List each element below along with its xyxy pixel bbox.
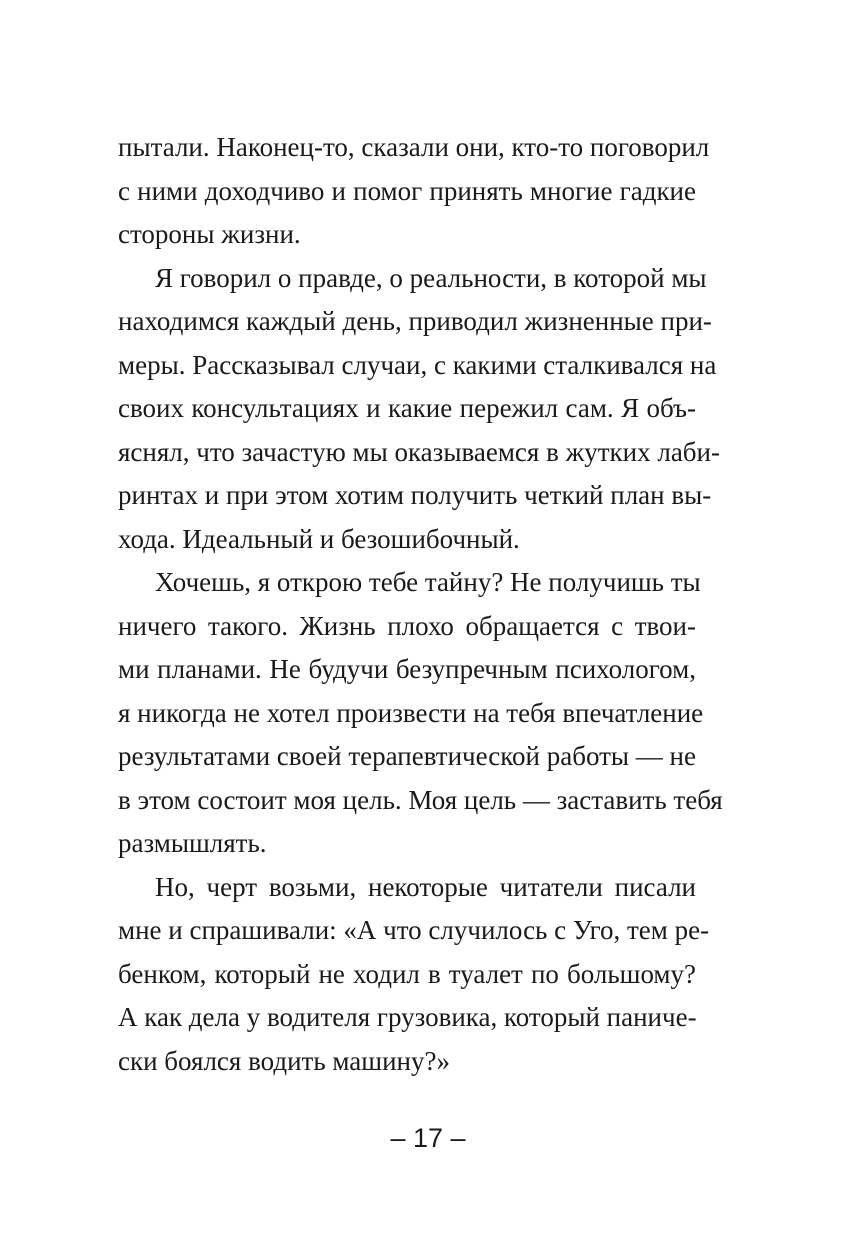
text-line: мне и спрашивали: «А что случилось с Уго, тем ре- [118,915,710,945]
text-line: я никогда не хотел произвести на тебя впечатление [118,697,704,728]
text-line: Я говорил о правде, о реальности, в которой мы [155,262,707,293]
text-line: находимся каждый день, приводил жизненные при- [118,306,712,336]
page-number: – 17 – [390,1123,466,1153]
paragraph-1 [118,126,710,257]
text-line: Но, черт возьми, некоторые читатели писали [155,871,696,902]
text-line: с ними доходчиво и помог принять многие гадкие [118,175,696,206]
text-line: яснял, что зачастую мы оказываемся в жутких лаби- [118,436,720,467]
text-line: хода. Идеальный и безошибочный. [118,523,520,554]
text-line: результатами своей терапевтической работы — не [118,741,696,771]
text-line: ми планами. Не будучи безупречным психологом, [118,654,696,684]
text-line: ски боялся водить машину?» [118,1045,450,1076]
text-line: своих консультациях и какие пережил сам. Я объ- [118,393,696,423]
text-line: А как дела у водителя грузовика, который паниче- [118,1002,697,1032]
paragraph-4 [118,866,710,1084]
text-line: в этом состоит моя цель. Моя цель — заставить тебя [118,784,723,815]
text-line: пытали. Наконец-то, сказали они, кто-то поговорил [118,132,710,162]
text-line: размышлять. [118,828,267,858]
text-line: ничего такого. Жизнь плохо обращается с твои- [118,610,696,641]
text-line: ринтах и при этом хотим получить четкий план вы- [118,480,712,510]
text-line: бенком, который не ходил в туалет по большому? [118,958,696,989]
page-body [118,126,723,1083]
paragraph-3 [118,561,723,866]
text-line: стороны жизни. [118,219,301,249]
text-line: Хочешь, я открою тебе тайну? Не получишь ты [155,567,701,597]
text-line: меры. Рассказывал случаи, с какими сталкивался на [118,349,717,380]
paragraph-2 [118,257,720,562]
